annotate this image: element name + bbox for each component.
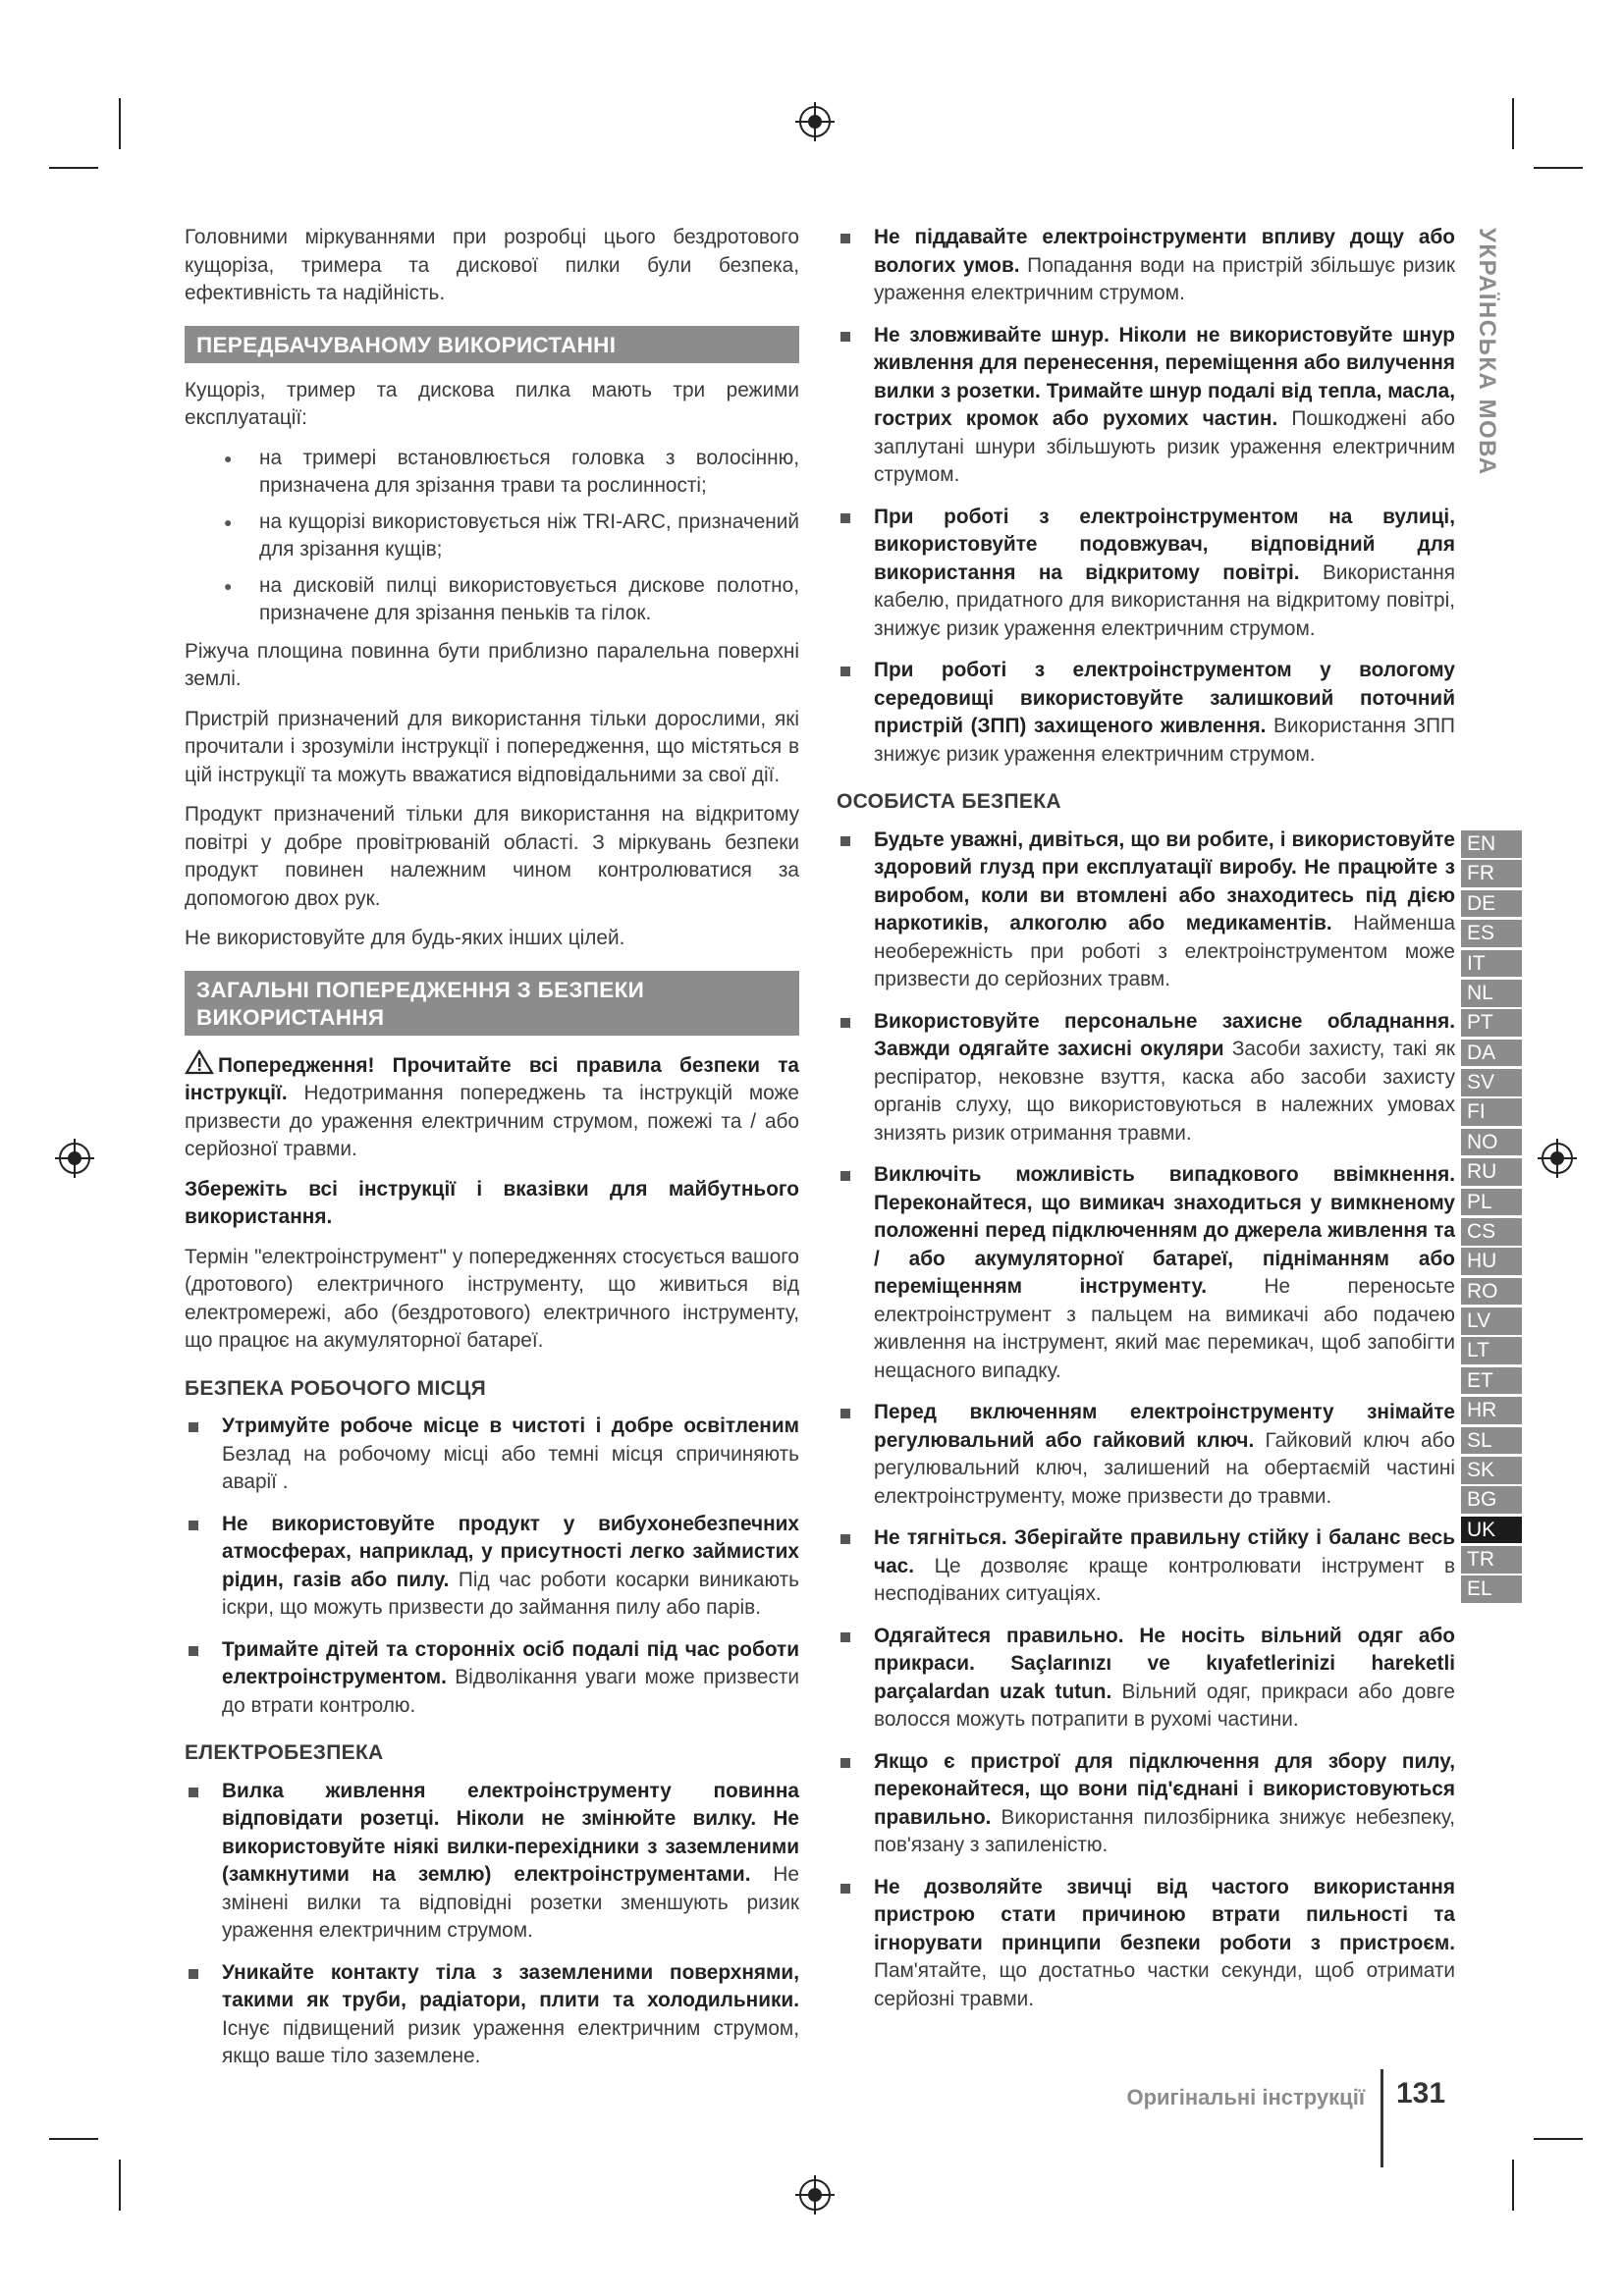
- warning-text: Недотримання попереджень та інструкцій може призвести до ураження електричним струмом, пожежі та / або серйозної травми.: [185, 1082, 799, 1160]
- list-item: Уникайте контакту тіла з заземленими поверхнями, такими як труби, радіатори, плити та холодильники. Існує підвищений ризик ураження електричним струмом, якщо ваше тіло заземлене.: [185, 1959, 799, 2071]
- language-tab-lt[interactable]: LT: [1461, 1337, 1522, 1364]
- language-tab-fr[interactable]: FR: [1461, 860, 1522, 887]
- crop-mark: [1512, 2160, 1514, 2211]
- right-column: [837, 224, 1455, 2027]
- list-item: Перед включенням електроінструменту знімайте регулювальний або гайковий ключ. Гайковий ключ або регулювальний ключ, залишений на обертаємій частині електроінструменту, може призвести до травми.: [837, 1399, 1455, 1511]
- crop-mark: [49, 2138, 98, 2140]
- language-tab-lv[interactable]: LV: [1461, 1308, 1522, 1335]
- list-item: Одягайтеся правильно. Не носіть вільний одяг або прикраси. Saçlarınızı ve kıyafetlerinizi hareketli parçalardan uzak tutun. Вільний одяг, прикраси або довге волосся можуть потрапити в рухомі частини.: [837, 1623, 1455, 1735]
- language-tab-ru[interactable]: RU: [1461, 1158, 1522, 1186]
- list-item: Не зловживайте шнур. Ніколи не використовуйте шнур живлення для перенесення, переміщення або вилучення вилки з розетки. Тримайте шнур подалі від тепла, масла, гострих кромок або рухомих частин. Пошкоджені або заплутані шнури збільшують ризик ураження електричним струмом.: [837, 322, 1455, 490]
- language-tab-tr[interactable]: TR: [1461, 1546, 1522, 1574]
- list-item: Утримуйте робоче місце в чистоті і добре освітленим Безлад на робочому місці або темні місця спричиняють аварії .: [185, 1413, 799, 1497]
- language-tab-pl[interactable]: PL: [1461, 1189, 1522, 1216]
- section-banner-intended-use: ПЕРЕДБАЧУВАНОМУ ВИКОРИСТАННІ: [185, 326, 799, 363]
- warning-triangle-icon: [185, 1049, 214, 1075]
- list-item: При роботі з електроінструментом на вулиці, використовуйте подовжувач, відповідний для використання на відкритому повітрі. Використання кабелю, придатного для використання на відкритому повітрі, знижує ризик ураження електричним струмом.: [837, 504, 1455, 644]
- registration-mark-icon: [793, 2173, 837, 2216]
- registration-mark-icon: [53, 1137, 96, 1180]
- save-instructions: Збережіть всі інструкції і вказівки для майбутнього використання.: [185, 1177, 799, 1228]
- page-number: 131: [1396, 2077, 1446, 2109]
- electrical-list-right: [837, 224, 1455, 769]
- list-item: Якщо є пристрої для підключення для збору пилу, переконайтеся, що вони під'єднані і використовуються правильно. Використання пилозбірника знижує небезпеку, пов'язану з запиленістю.: [837, 1748, 1455, 1860]
- language-title-vertical: УКРАЇНСЬКА МОВА: [1474, 228, 1500, 476]
- warning-paragraph: [185, 1049, 799, 1164]
- banner-line: ВИКОРИСТАННЯ: [196, 1004, 385, 1030]
- left-column: [185, 224, 799, 2085]
- language-tab-de[interactable]: DE: [1461, 890, 1522, 918]
- language-tab-fi[interactable]: FI: [1461, 1098, 1522, 1126]
- language-tab-ro[interactable]: RO: [1461, 1278, 1522, 1306]
- list-item: Вилка живлення електроінструменту повинна відповідати розетці. Ніколи не змінюйте вилку. Не використовуйте ніякі вилки-перехідники з заземленими (замкнутими на землю) електроінструментами. Не змінені вилки та відповідні розетки зменшують ризик ураження електричним струмом.: [185, 1778, 799, 1946]
- list-item: ● на тримері встановлюється головка з волосінню, призначена для зрізання трави та рослинності;: [224, 445, 799, 501]
- language-tab-en[interactable]: EN: [1461, 830, 1522, 858]
- body-paragraph: Продукт призначений тільки для використання на відкритому повітрі у добре провітрюваній області. З міркувань безпеки продукт повинен належним чином контролюватися за допомогою двох рук.: [185, 803, 799, 910]
- language-tab-it[interactable]: IT: [1461, 950, 1522, 978]
- language-tabs: [1461, 830, 1522, 1606]
- language-tab-el[interactable]: EL: [1461, 1575, 1522, 1603]
- list-item: Не використовуйте продукт у вибухонебезпечних атмосферах, наприклад, у присутності легко займистих рідин, газів або пилу. Під час роботи косарки виникають іскри, що можуть призвести до займання пилу або парів.: [185, 1511, 799, 1623]
- language-tab-bg[interactable]: BG: [1461, 1486, 1522, 1514]
- crop-mark: [119, 98, 121, 149]
- footer-divider: [1380, 2069, 1383, 2167]
- list-item: ● на кущорізі використовується ніж TRI-ARC, призначений для зрізання кущів;: [224, 508, 799, 564]
- list-item: Не дозволяйте звичці від частого використання пристрою стати причиною втрати пильності та ігнорувати принципи безпеки роботи з пристроєм. Пам'ятайте, що достатньо частки секунди, щоб отримати серйозні травми.: [837, 1874, 1455, 2014]
- language-tab-nl[interactable]: NL: [1461, 980, 1522, 1007]
- crop-mark: [1534, 2138, 1583, 2140]
- registration-mark-icon: [1536, 1137, 1579, 1180]
- list-item: Не піддавайте електроінструменти впливу дощу або вологих умов. Попадання води на пристрій збільшує ризик ураження електричним струмом.: [837, 224, 1455, 308]
- language-tab-pt[interactable]: PT: [1461, 1009, 1522, 1037]
- list-item: Тримайте дітей та сторонніх осіб подалі під час роботи електроінструментом. Відволікання уваги може призвести до втрати контролю.: [185, 1636, 799, 1721]
- list-item: Виключіть можливість випадкового ввімкнення. Переконайтеся, що вимикач знаходиться у вимкненому положенні перед підключенням до джерела живлення та / або акумуляторної батареї, підніманням або переміщенням інструменту. Не переносьте електроінструмент з пальцем на вимикачі або подачею живлення на інструмент, який має перемикач, щоб запобігти нещасного випадку.: [837, 1161, 1455, 1385]
- crop-mark: [1512, 98, 1514, 149]
- language-tab-sl[interactable]: SL: [1461, 1427, 1522, 1455]
- language-tab-et[interactable]: ET: [1461, 1367, 1522, 1395]
- list-item: При роботі з електроінструментом у вологому середовищі використовуйте залишковий поточний пристрій (ЗПП) захищеного живлення. Використання ЗПП знижує ризик ураження електричним струмом.: [837, 657, 1455, 769]
- personal-list: [837, 827, 1455, 2014]
- intended-use-list: [185, 445, 799, 628]
- crop-mark: [1534, 167, 1583, 169]
- work-area-list: [185, 1413, 799, 1720]
- electrical-list-left: [185, 1778, 799, 2071]
- language-tab-hr[interactable]: HR: [1461, 1397, 1522, 1424]
- language-tab-es[interactable]: ES: [1461, 920, 1522, 947]
- registration-mark-icon: [793, 100, 837, 143]
- body-paragraph: Не використовуйте для будь-яких інших цілей.: [185, 927, 625, 949]
- intended-use-lead: Кущоріз, тример та дискова пилка мають три режими експлуатації:: [185, 378, 799, 429]
- language-tab-hu[interactable]: HU: [1461, 1248, 1522, 1275]
- subheading-personal: ОСОБИСТА БЕЗПЕКА: [837, 790, 1061, 813]
- list-item: Будьте уважні, дивіться, що ви робите, і використовуйте здоровий глузд при експлуатації виробу. Не працюйте з виробом, коли ви втомлені або знаходитесь під дією наркотиків, алкоголю або медикаментів. Найменша необережність при роботі з електроінструментом може призвести до серйозних травм.: [837, 827, 1455, 994]
- crop-mark: [49, 167, 98, 169]
- body-paragraph: Ріжуча площина повинна бути приблизно паралельна поверхні землі.: [185, 639, 799, 690]
- body-paragraph: Пристрій призначений для використання тільки дорослими, які прочитали і зрозуміли інструкції і попередження, що містяться в цій інструкції та можуть вважатися відповідальними за свої дії.: [185, 707, 799, 786]
- subheading-work-area: БЕЗПЕКА РОБОЧОГО МІСЦЯ: [185, 1376, 487, 1400]
- warning-bold: Попередження! Прочитайте всі правила безпеки та інструкції.: [185, 1053, 799, 1104]
- language-tab-uk[interactable]: UK: [1461, 1517, 1522, 1544]
- language-tab-sk[interactable]: SK: [1461, 1457, 1522, 1484]
- subheading-electrical: ЕЛЕКТРОБЕЗПЕКА: [185, 1741, 384, 1764]
- term-definition: Термін "електроінструмент" у попередженнях стосується вашого (дротового) електричного інструменту, що живиться від електромережі, або (бездротового) електричного інструменту, що працює на акумуляторної батареї.: [185, 1245, 799, 1352]
- section-banner-general-warnings: [185, 971, 799, 1036]
- language-tab-da[interactable]: DA: [1461, 1040, 1522, 1067]
- list-item: Не тягніться. Зберігайте правильну стійку і баланс весь час. Це дозволяє краще контролювати інструмент в несподіваних ситуаціях.: [837, 1524, 1455, 1609]
- list-item: ● на дисковій пилці використовується дискове полотно, призначене для зрізання пеньків та гілок.: [224, 572, 799, 628]
- language-tab-sv[interactable]: SV: [1461, 1069, 1522, 1096]
- footer-label: Оригінальні інструкції: [1126, 2085, 1365, 2109]
- banner-line: ЗАГАЛЬНІ ПОПЕРЕДЖЕННЯ З БЕЗПЕКИ: [196, 977, 645, 1002]
- crop-mark: [119, 2160, 121, 2211]
- list-item: Використовуйте персональне захисне обладнання. Завжди одягайте захисні окуляри Засоби захисту, такі як респіратор, нековзне взуття, каска або засоби захисту органів слуху, що використовуються в належних умовах знизять ризик отримання травми.: [837, 1008, 1455, 1148]
- intro-paragraph: Головними міркуваннями при розробці цього бездротового кущоріза, тримера та дискової пилки були безпека, ефективність та надійність.: [185, 226, 799, 304]
- language-tab-no[interactable]: NO: [1461, 1129, 1522, 1156]
- language-tab-cs[interactable]: CS: [1461, 1218, 1522, 1246]
